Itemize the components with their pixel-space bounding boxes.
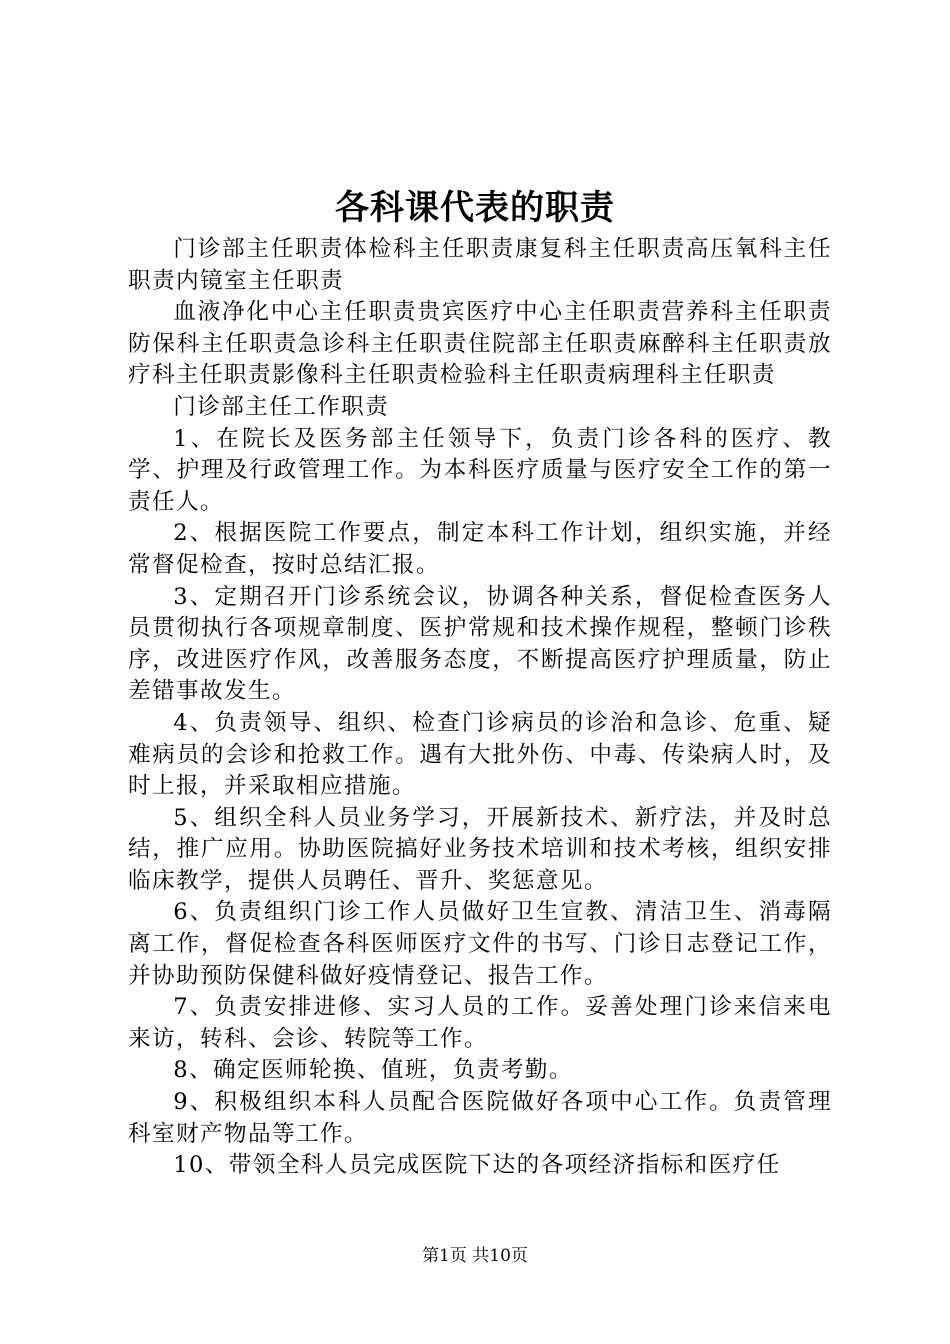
paragraph: 5、组织全科人员业务学习，开展新技术、新疗法，并及时总结，推广应用。协助医院搞好业务技术培训和技术考核，组织安排临床教学，提供人员聘任、晋升、奖惩意见。 <box>128 804 832 894</box>
paragraph: 1、在院长及医务部主任领导下，负责门诊各科的医疗、教学、护理及行政管理工作。为本科医疗质量与医疗安全工作的第一责任人。 <box>128 425 832 515</box>
paragraph: 8、确定医师轮换、值班，负责考勤。 <box>173 1057 573 1084</box>
paragraph: 3、定期召开门诊系统会议，协调各种关系，督促检查医务人员贯彻执行各项规章制度、医护常规和技术操作规程，整顿门诊秩序，改进医疗作风，改善服务态度，不断提高医疗护理质量，防止差错事故发生。 <box>128 583 832 705</box>
paragraph: 6、负责组织门诊工作人员做好卫生宣教、清洁卫生、消毒隔离工作，督促检查各科医师医疗文件的书写、门诊日志登记工作，并协助预防保健科做好疫情登记、报告工作。 <box>128 899 832 989</box>
paragraph: 门诊部主任职责体检科主任职责康复科主任职责高压氧科主任职责内镜室主任职责 <box>128 236 832 294</box>
document-title: 各科课代表的职责 <box>335 188 615 228</box>
paragraph: 10、带领全科人员完成医院下达的各项经济指标和医疗任 <box>173 1152 781 1179</box>
paragraph: 9、积极组织本科人员配合医院做好各项中心工作。负责管理科室财产物品等工作。 <box>128 1089 832 1147</box>
paragraph: 4、负责领导、组织、检查门诊病员的诊治和急诊、危重、疑难病员的会诊和抢救工作。遇有大批外伤、中毒、传染病人时，及时上报，并采取相应措施。 <box>128 709 832 800</box>
page-number-footer: 第1页 共10页 <box>422 1246 528 1266</box>
paragraph: 门诊部主任工作职责 <box>173 393 390 420</box>
paragraph: 血液净化中心主任职责贵宾医疗中心主任职责营养科主任职责防保科主任职责急诊科主任职责住院部主任职责麻醉科主任职责放疗科主任职责影像科主任职责检验科主任职责病理科主任职责 <box>128 299 832 389</box>
paragraph: 7、负责安排进修、实习人员的工作。妥善处理门诊来信来电来访，转科、会诊、转院等工作。 <box>128 994 832 1052</box>
document-body <box>128 234 832 1182</box>
paragraph: 2、根据医院工作要点，制定本科工作计划，组织实施，并经常督促检查，按时总结汇报。 <box>128 520 832 578</box>
